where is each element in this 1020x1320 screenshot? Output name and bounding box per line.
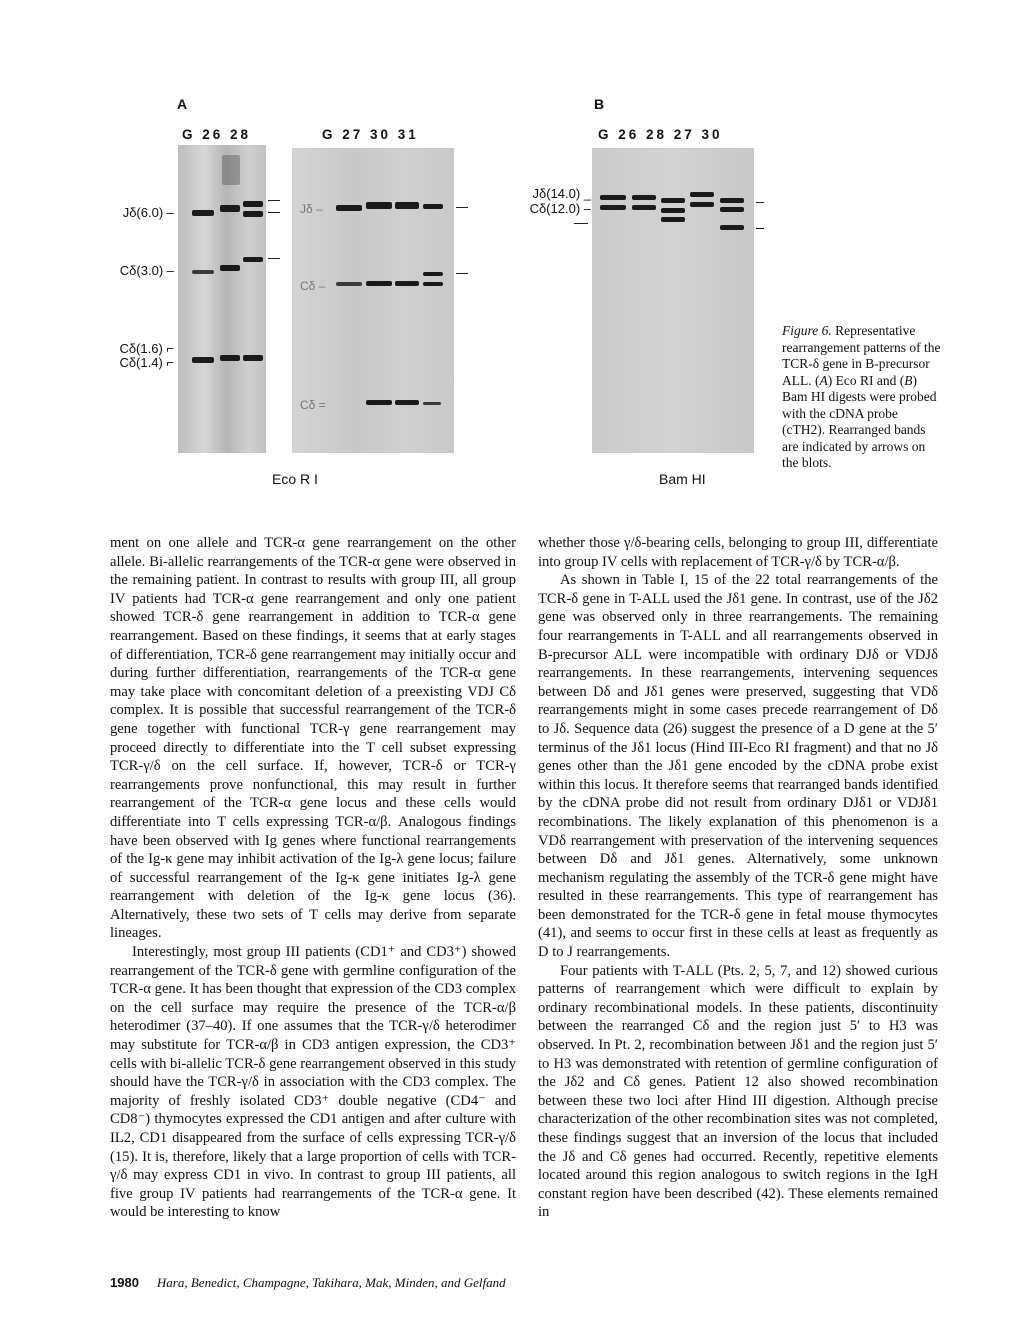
blot-band: [423, 204, 443, 209]
blot-band: [720, 207, 744, 212]
blot-smear: [222, 155, 240, 185]
blot-band: [690, 192, 714, 197]
blot-band: [661, 217, 685, 222]
body-paragraph: whether those γ/δ-bearing cells, belonging to group III, differentiate into group IV cells with replacement of TCR-γ/δ by TCR-α/β.: [538, 535, 938, 570]
blot-band: [366, 202, 392, 209]
blot-band: [690, 202, 714, 207]
blot-band: [220, 355, 240, 361]
label-cd-1-4kb: Cδ(1.4) ⌐: [119, 355, 174, 370]
blot-band: [192, 357, 214, 363]
panel-b-enzyme: Bam HI: [659, 471, 706, 487]
rearranged-band-arrow: [456, 273, 468, 274]
panel-a-blot-1: [178, 145, 266, 453]
blot-band: [720, 198, 744, 203]
rearranged-band-arrow: [268, 258, 280, 259]
label-cd-1-6kb: Cδ(1.6) ⌐: [119, 341, 174, 356]
blot-band: [192, 270, 214, 274]
label-jd-6kb: Jδ(6.0) –: [122, 205, 174, 220]
blot-band: [632, 205, 656, 210]
footer-authors: Hara, Benedict, Champagne, Takihara, Mak, Minden, and Gelfand: [156, 1275, 506, 1290]
rearranged-band-arrow: [756, 202, 764, 203]
blot-band: [600, 195, 626, 200]
caption-label: Figure 6.: [782, 323, 832, 338]
rearranged-band-arrow: [756, 228, 764, 229]
panel-b-blot: [592, 148, 754, 453]
blot-band: [632, 195, 656, 200]
panel-a-blot2-lanes: G 27 30 31: [322, 127, 419, 142]
page-number: 1980: [110, 1275, 139, 1290]
blot-band: [336, 205, 362, 211]
panel-b-letter: B: [594, 96, 605, 112]
blot-band: [336, 282, 362, 286]
blot-band: [661, 198, 685, 203]
blot-band: [395, 400, 419, 405]
blot-band: [243, 355, 263, 361]
caption-text-1: Representative rearrangement patterns of the TCR-δ gene in B-precursor ALL. (: [782, 323, 941, 388]
page-footer: [110, 1275, 506, 1291]
blot-band: [423, 402, 441, 405]
blot-band: [720, 225, 744, 230]
caption-panel-a: A: [819, 372, 828, 388]
body-paragraph: Interestingly, most group III patients (CD1⁺ and CD3⁺) showed rearrangement of the TCR-δ gene with germline configuration of the TCR-α gene. It has been thought that expression of the CD3 complex on the cell surface may require the presence of the TCR-α/β heterodimer (37–40). If one assumes that the TCR-γ/δ heterodimer may substitute for TCR-α/β in CD3 antigen expression, the CD3⁺ cells with bi-allelic TCR-δ gene rearrangement observed in this study should have the TCR-γ/δ in association with the CD3 complex. The majority of freshly isolated CD3⁺ double negative (CD4⁻ and CD8⁻) thymocytes expressed the CD1 antigen and after culture with IL2, CD1 disappeared from the surface of cells expressing TCR-γ/δ (15). It is, therefore, likely that a large proportion of cells with TCR-γ/δ may express CD1 in vivo. In contrast to group III patients, all five group IV patients had rearrangements of the TCR-α gene. It would be interesting to know: [110, 944, 516, 1221]
label-cd-3kb: Cδ(3.0) –: [119, 263, 174, 278]
blot-band: [243, 201, 263, 207]
rearranged-band-arrow: [268, 212, 280, 213]
panel-a-blot1-lanes: G 26 28: [182, 127, 252, 142]
left-column: [110, 534, 516, 1222]
label-jd-14kb: Jδ(14.0) _: [532, 186, 591, 201]
label-cd-12kb: Cδ(12.0) –: [529, 201, 591, 216]
right-column: [538, 534, 938, 1222]
blot-band: [423, 272, 443, 276]
panel-a-enzyme: Eco R I: [272, 471, 318, 487]
inner-label-jd: Jδ –: [300, 202, 323, 216]
blot-band: [600, 205, 626, 210]
blot-band: [395, 281, 419, 286]
blot-band: [366, 281, 392, 286]
blot-band: [243, 257, 263, 262]
rearranged-band-arrow: [268, 200, 280, 201]
rearranged-band-arrow: [456, 207, 468, 208]
body-paragraph: ment on one allele and TCR-α gene rearrangement on the other allele. Bi-allelic rearrangements of the TCR-α gene were observed in the remaining patient. In contrast to results with group III, all group IV patients had TCR-α gene rearrangement and only one patient showed TCR-δ gene rearrangement in addition to TCR-α gene rearrangement. Based on these findings, it seems that at early stages of differentiation, TCR-δ gene rearrangement may initially occur and during further differentiation, rearrangements of the TCR-α gene may take place with concomitant deletion of a preexisting VDJ Cδ complex. It is possible that successful rearrangement of the TCR-δ gene together with functional TCR-γ gene rearrangement may proceed directly to differentiate into the T cell subset expressing TCR-γ/δ on the cell surface. If, however, TCR-δ or TCR-γ rearrangements prove nonfunctional, this may result in further rearrangement of the TCR-α gene locus and these cells would differentiate into T cells expressing TCR-α/β. Analogous findings have been observed with Ig genes where functional rearrangements of the Ig-κ gene may inhibit activation of the Ig-λ gene locus; failure of successful rearrangement of the Ig-κ gene initiates Ig-λ gene rearrangement with deletion of the Ig-κ gene locus (36). Alternatively, these two sets of T cells may derive from separate lineages.: [110, 535, 516, 942]
blot-band: [366, 400, 392, 405]
caption-text-2: ) Eco RI and (: [827, 372, 905, 388]
blot-band: [192, 210, 214, 216]
body-paragraph: As shown in Table I, 15 of the 22 total rearrangements of the TCR-δ gene in T-ALL used the Jδ1 gene. In contrast, use of the Jδ2 gene was observed only in three rearrangements. The remaining four rearrangements in T-ALL and all rearrangements observed in B-precursor ALL were incompatible with ordinary DJδ or VDJδ rearrangements. In these rearrangements, intervening sequences between Dδ and Jδ1 genes were preserved, suggesting that VDδ rearrangements might in some cases precede rearrangement of Dδ to Jδ. Sequence data (26) suggest the presence of a D gene at the 5′ terminus of the Jδ1 locus (Hind III-Eco RI fragment) and that no Jδ genes other than the Jδ1 gene encoded by the cDNA probe exist within this locus. It therefore seems that rearranged bands identified by the cDNA probe did not result from ordinary DJδ1 or VDJδ1 recombinations. The likely explanation of this phenomenon is a VDδ rearrangement with preservation of the intervening sequences between Dδ and Jδ1 genes. Alternatively, some unknown mechanism regulating the assembly of the TCR-δ gene might have resulted in these rearrangements. This type of rearrangement has been demonstrated for the TCR-δ gene in fetal mouse thymocytes (41), and seems to occur first in these cells at least as frequently as D to J rearrangements.: [538, 572, 938, 961]
figure-caption: [782, 323, 942, 472]
blot-band: [243, 211, 263, 217]
inner-label-cd-double: Cδ =: [300, 398, 326, 412]
body-paragraph: Four patients with T-ALL (Pts. 2, 5, 7, and 12) showed curious patterns of rearrangement which were difficult to explain by ordinary recombinational models. In these patients, discontinuity between the rearranged Cδ and the region just 5′ to H3 was observed. In Pt. 2, recombination between Jδ1 and the region just 5′ to H3 was demonstrated with retention of germline configuration of the Jδ2 and Cδ genes. Patient 12 also showed recombination between these two loci after Hind III digestion. Although precise characterization of the other recombination sites was not completed, these findings suggest that an inversion of the locus that included the Jδ and Cδ genes had occurred. Recently, repetitive elements located around this region analogous to switch regions in the IgH constant region have been described (42). These elements remained in: [538, 962, 938, 1221]
panel-b-lanes: G 26 28 27 30: [598, 127, 723, 142]
inner-label-cd: Cδ –: [300, 279, 326, 293]
panel-a-letter: A: [177, 96, 188, 112]
rearranged-band-arrow: [574, 223, 588, 224]
blot-band: [423, 282, 443, 286]
blot-band: [220, 205, 240, 212]
caption-panel-b: B: [904, 372, 913, 388]
blot-band: [661, 208, 685, 213]
blot-band: [220, 265, 240, 271]
blot-band: [395, 202, 419, 209]
caption-text-3: ) Bam HI digests were probed with the cDNA probe (cTH2). Rearranged bands are indicated by arrows on the blots.: [782, 372, 937, 470]
